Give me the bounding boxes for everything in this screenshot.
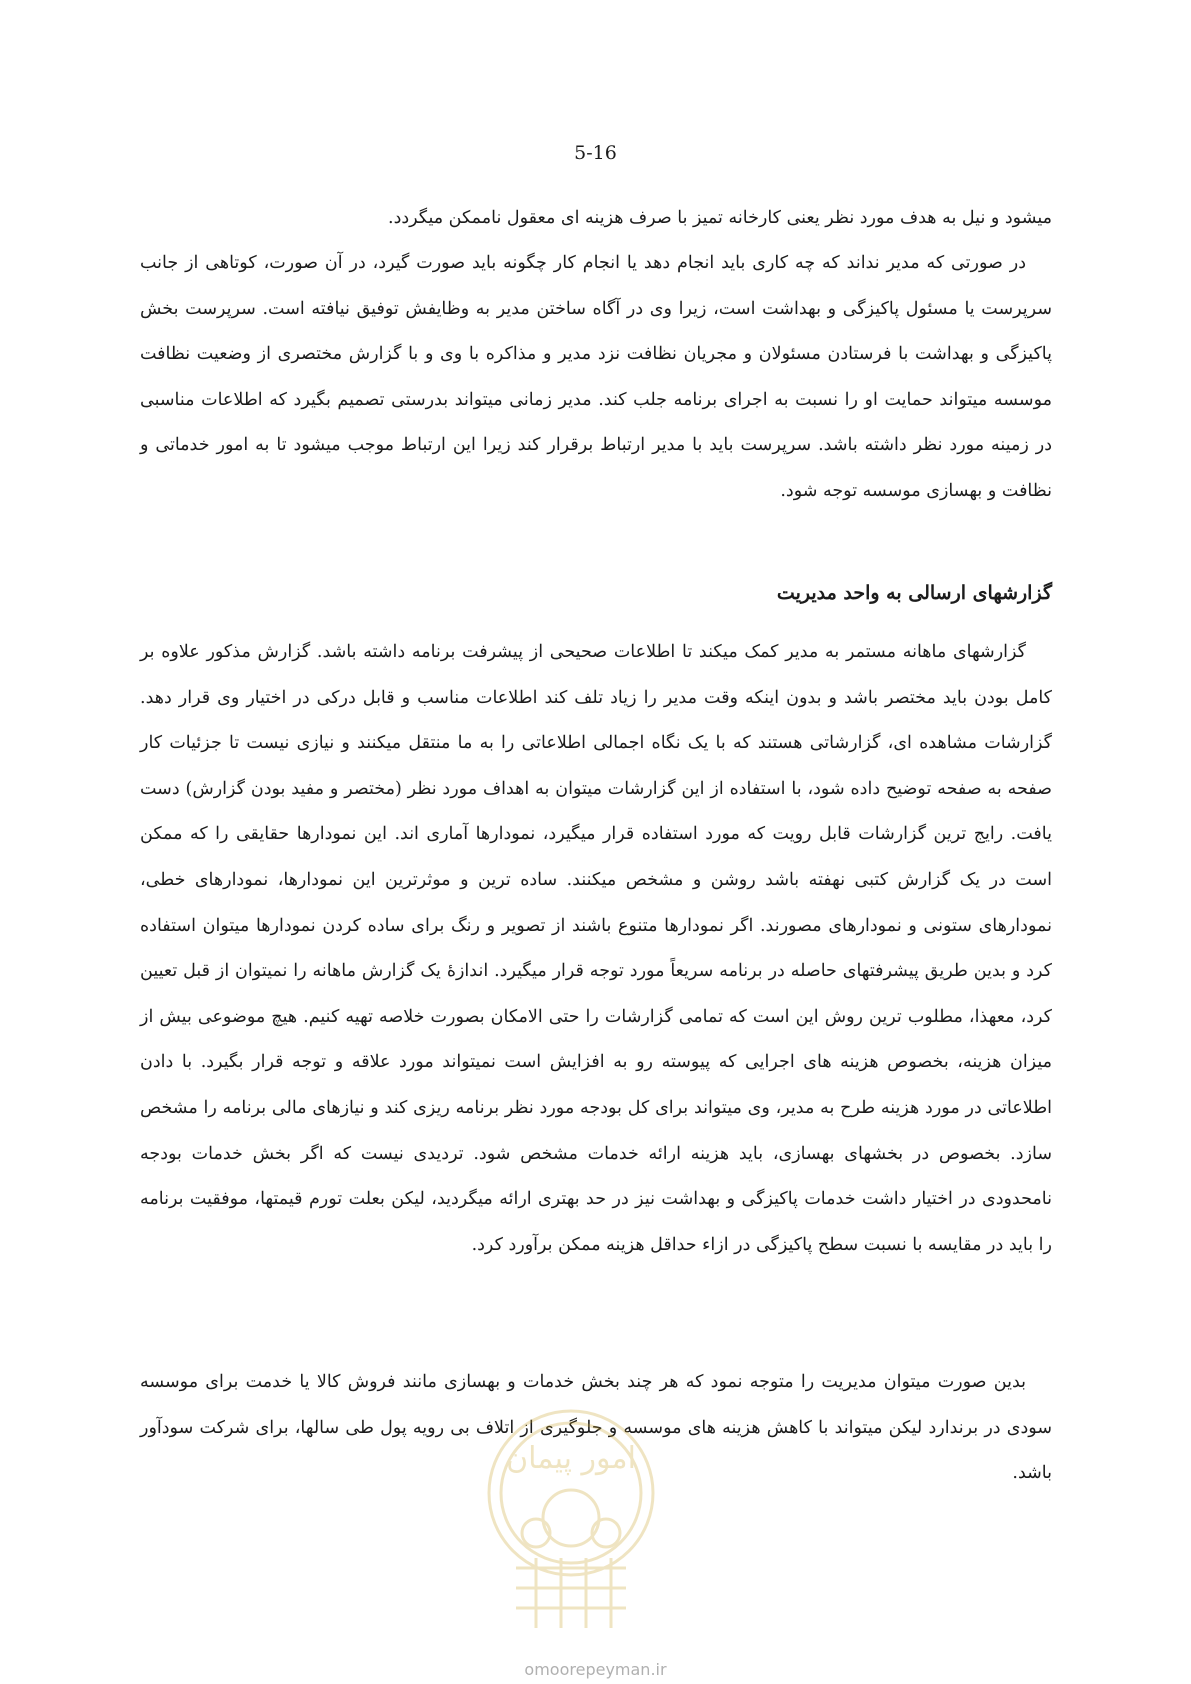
- page-number: 5-16: [574, 142, 617, 164]
- section-heading: گزارشهای ارسالی به واحد مدیریت: [776, 582, 1052, 604]
- paragraph-conclusion: بدین صورت میتوان مدیریت را متوجه نمود که هر چند بخش خدمات و بهسازی مانند فروش کالا یا خدمت برای موسسه سودی در برندارد لیکن میتواند با کاهش هزینه های موسسه و جلوگیری از اتلاف بی رویه پول طی سالها، برای شرکت سودآور باشد.: [140, 1372, 1052, 1484]
- watermark-url: omoorepeyman.ir: [524, 1660, 667, 1679]
- svg-text:امور پیمان: امور پیمان: [506, 1441, 636, 1476]
- paragraph-continuation: میشود و نیل به هدف مورد نظر یعنی کارخانه تمیز با صرف هزینه ای معقول ناممکن میگردد.: [388, 208, 1052, 228]
- watermark-logo: [476, 1398, 666, 1658]
- paragraph-manager-awareness: در صورتی که مدیر نداند که چه کاری باید انجام دهد یا انجام کار چگونه باید صورت گیرد، در آن صورت، کوتاهی از جانب سرپرست یا مسئول پاکیزگی و بهداشت است، زیرا وی در آگاه ساختن مدیر به وظایفش توفیق نیافته است. سرپرست بخش پاکیزگی و بهداشت با فرستادن مسئولان و مجریان نظافت نزد مدیر و مذاکره با وی و با گزارش مختصری از وضعیت نظافت موسسه میتواند حمایت او را نسبت به اجرای برنامه جلب کند. مدیر زمانی میتواند بدرستی تصمیم بگیرد که اطلاعات مناسبی در زمینه مورد نظر داشته باشد. سرپرست باید با مدیر ارتباط برقرار کند زیرا این ارتباط موجب میشود تا به امور خدماتی و نظافت و بهسازی موسسه توجه شود.: [140, 253, 1052, 501]
- paragraph-monthly-reports: گزارشهای ماهانه مستمر به مدیر کمک میکند تا اطلاعات صحیحی از پیشرفت برنامه داشته باشد. گزارش مذکور علاوه بر کامل بودن باید مختصر باشد و بدون اینکه وقت مدیر را زیاد تلف کند اطلاعات مناسب و قابل درکی در اختیار وی قرار دهد. گزارشات مشاهده ای، گزارشاتی هستند که با یک نگاه اجمالی اطلاعاتی را به ما منتقل میکنند و نیازی نیست تا جزئیات کار صفحه به صفحه توضیح داده شود، با استفاده از این گزارشات میتوان به اهداف مورد نظر (مختصر و مفید بودن گزارش) دست یافت. رایج ترین گزارشات قابل رویت که مورد استفاده قرار میگیرد، نمودارها آماری اند. این نمودارها حقایقی را که ممکن است در یک گزارش کتبی نهفته باشد روشن و مشخص میکنند. ساده ترین و موثرترین این نمودارها، نمودارهای خطی، نمودارهای ستونی و نمودارهای مصورند. اگر نمودارها متنوع باشند از تصویر و رنگ برای ساده کردن نمودارها میتوان استفاده کرد و بدین طریق پیشرفتهای حاصله در برنامه سریعاً مورد توجه قرار میگیرد. اندازهٔ یک گزارش ماهانه را نمیتوان از قبل تعیین کرد، معهذا، مطلوب ترین روش این است که تمامی گزارشات را حتی الامکان بصورت خلاصه تهیه کنیم. هیچ موضوعی بیش از میزان هزینه، بخصوص هزینه های اجرایی که پیوسته رو به افزایش است نمیتواند مورد علاقه و توجه قرار بگیرد. با دادن اطلاعاتی در مورد هزینه طرح به مدیر، وی میتواند برای کل بودجه مورد نظر برنامه ریزی کند و نیازهای مالی برنامه را مشخص سازد. بخصوص در بخشهای بهسازی، باید هزینه ارائه خدمات مشخص شود. تردیدی نیست که اگر بخش خدمات بودجه نامحدودی در اختیار داشت خدمات پاکیزگی و بهداشت نیز در حد بهتری ارائه میگردید، لیکن بعلت تورم قیمتها، موفقیت برنامه را باید در مقایسه با نسبت سطح پاکیزگی در ازاء حداقل هزینه ممکن برآورد کرد.: [140, 642, 1052, 1255]
